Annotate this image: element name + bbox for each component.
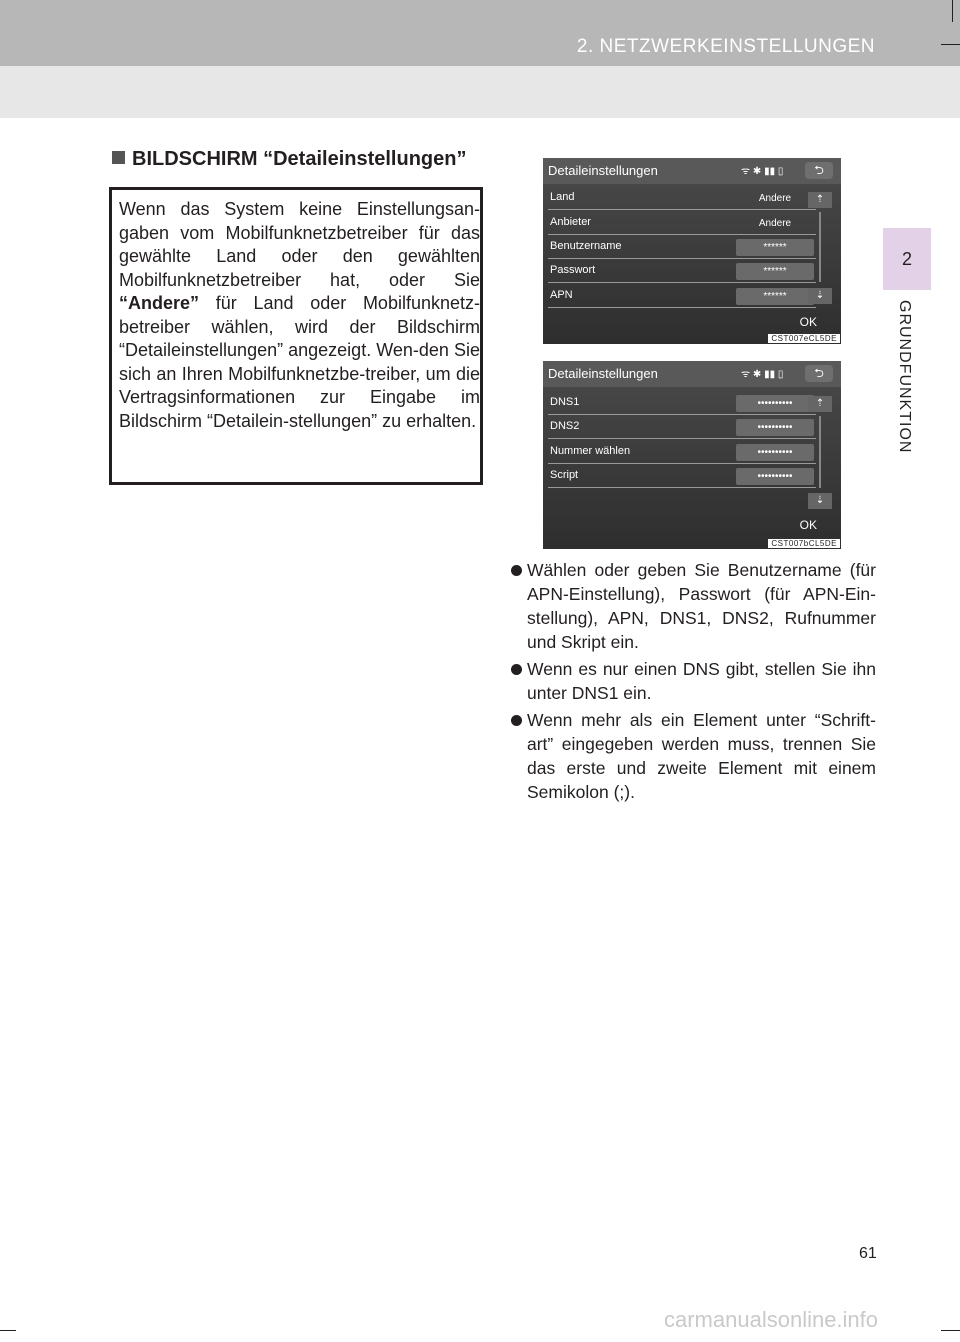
crop-mark — [941, 44, 960, 45]
chapter-label-text: GRUNDFUNKTION — [896, 300, 913, 454]
screen-title: Detaileinstellungen — [548, 366, 658, 381]
setting-row-benutzername[interactable] — [548, 238, 816, 259]
back-button[interactable]: ⮌ — [805, 162, 833, 179]
crop-mark — [952, 0, 953, 22]
row-label: Anbieter — [550, 216, 591, 228]
page-number: 61 — [859, 1245, 877, 1262]
setting-row-anbieter[interactable] — [548, 214, 816, 235]
row-label: Land — [550, 191, 575, 203]
note-text-part1: Wenn das System keine Einstellungsan-gaben vom Mobilfunknetzbetreiber für das gewählte Land oder den gewählten Mobilfunknetzbetreiber hat, oder Sie — [119, 199, 480, 290]
watermark: carmanualsonline.info — [664, 1307, 879, 1332]
row-value: •••••••••• — [736, 444, 814, 461]
ok-button[interactable]: OK — [799, 315, 817, 329]
row-value: ****** — [736, 239, 814, 256]
chapter-tab-number: 2 — [883, 228, 931, 290]
row-label: Script — [550, 469, 579, 481]
row-label: Nummer wählen — [550, 445, 631, 457]
scroll-up-button[interactable]: ⇡ — [808, 192, 832, 208]
figure-code: CST007eCL5DE — [768, 334, 840, 343]
setting-row-land[interactable] — [548, 189, 816, 210]
scroll-down-button[interactable]: ⇣ — [808, 288, 832, 304]
setting-row-script[interactable] — [548, 467, 816, 488]
setting-row-nummer-waehlen[interactable] — [548, 443, 816, 464]
crop-mark — [0, 1330, 16, 1331]
info-note-box — [109, 187, 483, 485]
scroll-down-button[interactable]: ⇣ — [808, 493, 832, 509]
note-text — [119, 198, 480, 433]
bullet-item: Wenn mehr als ein Element unter “Schrift-art” eingegeben werden muss, trennen Sie das erste und zweite Element mit einem Semikolon (;). — [511, 708, 876, 804]
screen-title: Detaileinstellungen — [548, 163, 658, 178]
back-button[interactable]: ⮌ — [805, 365, 833, 382]
row-label: Passwort — [550, 264, 596, 276]
row-label: APN — [550, 289, 573, 301]
bullet-item: Wählen oder geben Sie Benutzername (für APN-Einstellung), Passwort (für APN-Ein-stellung), APN, DNS1, DNS2, Rufnummer und Skript ein. — [511, 558, 876, 654]
setting-row-dns2[interactable] — [548, 418, 816, 439]
chapter-tab-label — [883, 292, 931, 492]
setting-row-apn[interactable] — [548, 287, 816, 308]
subsection-heading — [112, 148, 466, 171]
scrollbar[interactable] — [819, 416, 821, 488]
bullet-item: Wenn es nur einen DNS gibt, stellen Sie ihn unter DNS1 ein. — [511, 657, 876, 705]
row-value: Andere — [758, 193, 792, 204]
row-value: •••••••••• — [736, 419, 814, 436]
heading-text: BILDSCHIRM “Detaileinstellungen” — [132, 148, 467, 170]
section-title: 2. NETZWERKEINSTELLUNGEN — [576, 36, 875, 57]
row-value: Andere — [758, 218, 792, 229]
row-label: DNS1 — [550, 396, 580, 408]
heading-square-icon — [112, 151, 125, 164]
crop-mark — [941, 1330, 960, 1331]
ok-button[interactable]: OK — [799, 518, 817, 532]
row-value: •••••••••• — [736, 468, 814, 485]
scrollbar[interactable] — [819, 212, 821, 282]
scroll-up-button[interactable]: ⇡ — [808, 396, 832, 412]
setting-row-passwort[interactable] — [548, 262, 816, 283]
row-value: ****** — [736, 263, 814, 280]
setting-row-dns1[interactable] — [548, 394, 816, 415]
status-icons: ᯤ ✱ ▮▮ ▯ — [741, 369, 784, 380]
row-value: ****** — [736, 288, 814, 305]
row-label: Benutzername — [550, 240, 622, 252]
status-icons: ᯤ ✱ ▮▮ ▯ — [741, 166, 784, 177]
row-value: •••••••••• — [736, 395, 814, 412]
bullet-list — [511, 558, 876, 807]
screenshot-detail-settings-2 — [543, 361, 841, 549]
screenshot-detail-settings-1 — [543, 158, 841, 344]
note-text-part2: für Land oder Mobilfunknetz-betreiber wählen, wird der Bildschirm “Detaileinstellungen” angezeigt. Wen-den Sie sich an Ihren Mobilfunknetzbe-treiber, um die Vertragsinformationen zur Eingabe im Bildschirm “Detailein-stellungen” zu erhalten. — [119, 293, 480, 431]
row-label: DNS2 — [550, 420, 580, 432]
note-text-bold: “Andere” — [119, 293, 200, 313]
figure-code: CST007bCL5DE — [768, 539, 840, 548]
